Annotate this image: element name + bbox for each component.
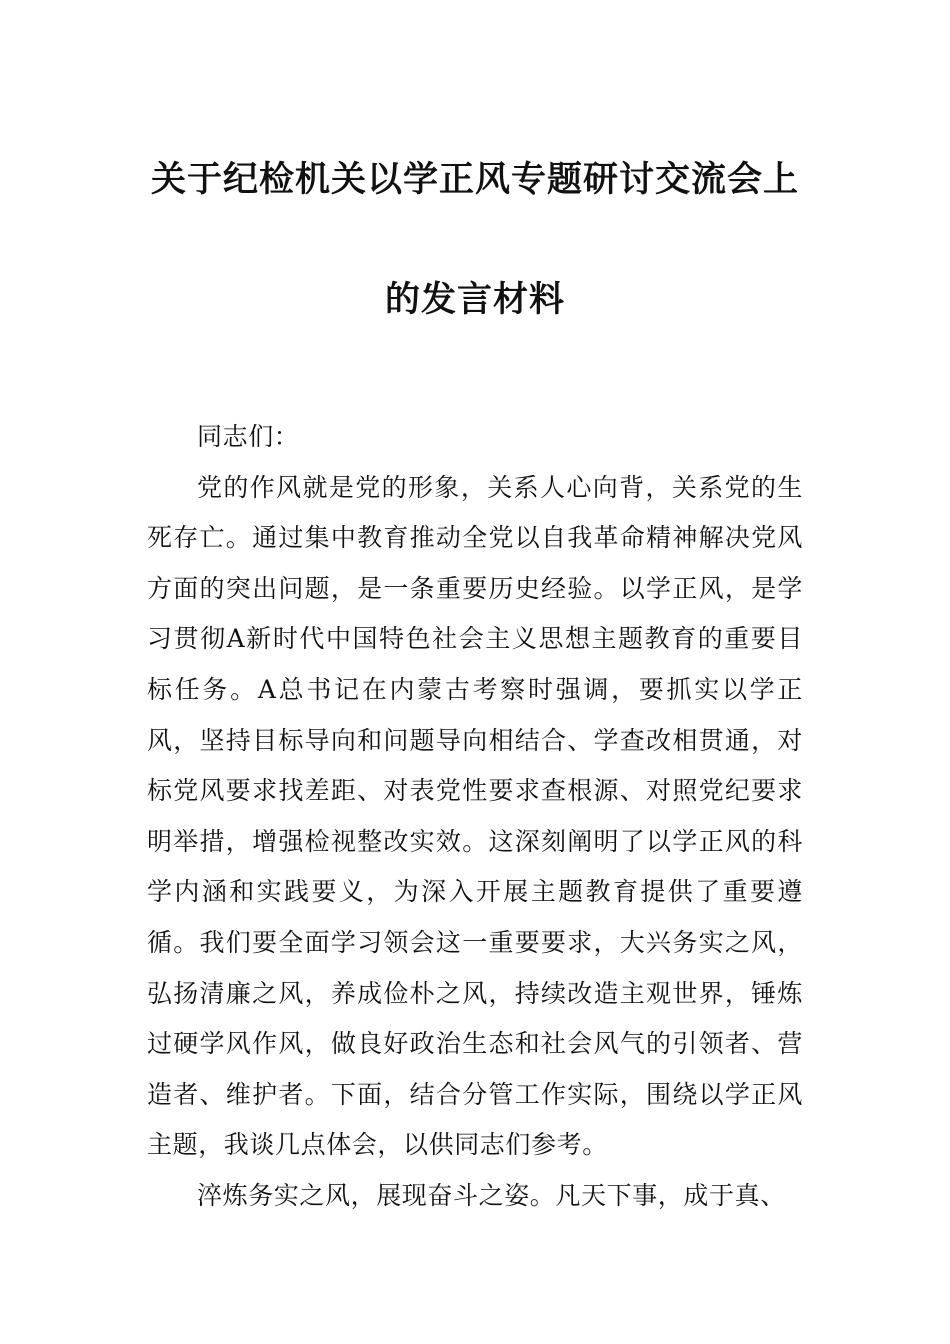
document-title-line-1: 关于纪检机关以学正风专题研讨交流会上 [150, 160, 799, 200]
document-title-line-2: 的发言材料 [384, 280, 565, 320]
document-body [147, 412, 803, 1222]
body-paragraph-2: 淬炼务实之风，展现奋斗之姿。凡天下事，成于真、 [197, 1180, 786, 1210]
salutation: 同志们： [197, 422, 300, 451]
body-paragraph-1: 党的作风就是党的形象，关系人心向背，关系党的生死存亡。通过集中教育推动全党以自我革命精神解决党风方面的突出问题，是一条重要历史经验。以学正风，是学习贯彻A新时代中国特色社会主义思想主题教育的重要目标任务。A总书记在内蒙古考察时强调，要抓实以学正风，坚持目标导向和问题导向相结合、学查改相贯通，对标党风要求找差距、对表党性要求查根源、对照党纪要求明举措，增强检视整改实效。这深刻阐明了以学正风的科学内涵和实践要义，为深入开展主题教育提供了重要遵循。我们要全面学习领会这一重要要求，大兴务实之风，弘扬清廉之风，养成俭朴之风，持续改造主观世界，锤炼过硬学风作风，做良好政治生态和社会风气的引领者、营造者、维护者。下面，结合分管工作实际，围绕以学正风主题，我谈几点体会，以供同志们参考。 [147, 472, 803, 1160]
